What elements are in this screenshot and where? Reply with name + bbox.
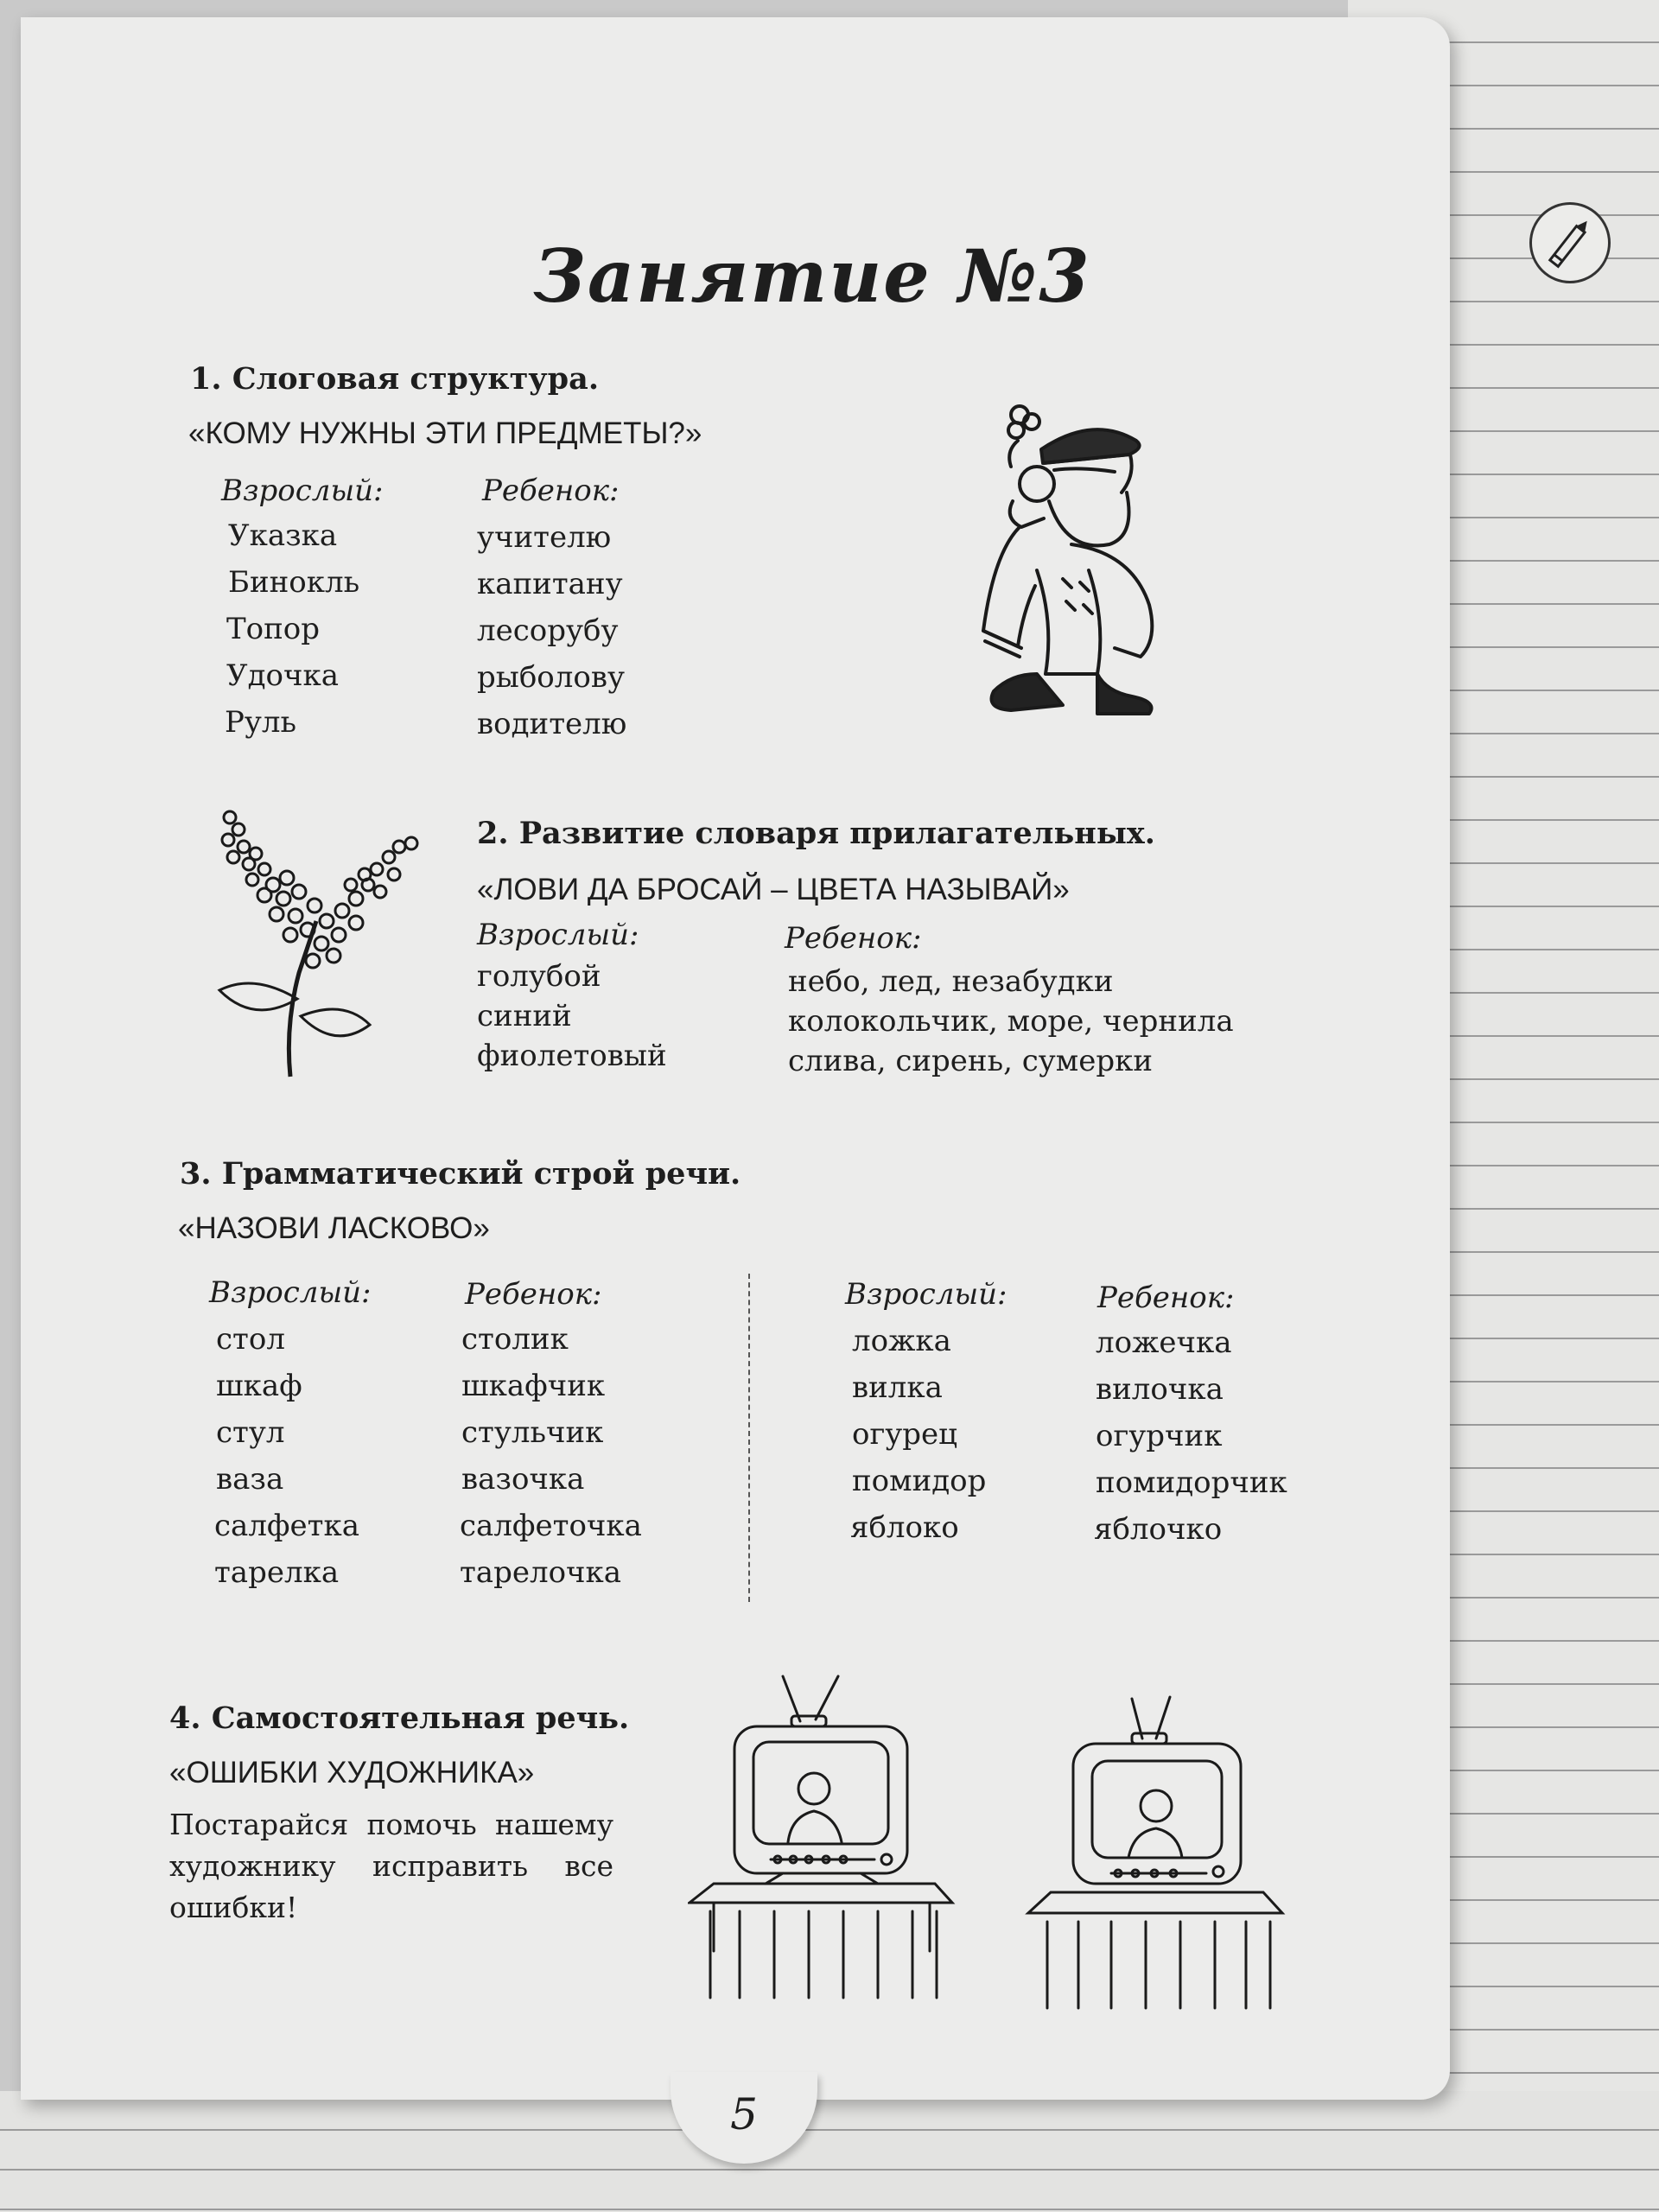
section3-right-child-label: Ребенок: xyxy=(1097,1281,1235,1315)
section3-right-adult-item: огурец xyxy=(852,1417,958,1452)
television-illustration xyxy=(688,1669,956,2006)
section1-adult-label: Взрослый: xyxy=(221,474,384,508)
television-illustration xyxy=(1025,1688,1293,2013)
section3-left-child-item: тарелочка xyxy=(460,1555,622,1590)
section4-heading: 4. Самостоятельная речь. xyxy=(169,1700,630,1736)
section1-adult-item: Указка xyxy=(228,518,338,553)
section3-left-adult-item: ваза xyxy=(216,1462,284,1497)
section2-child-item: колокольчик, море, чернила xyxy=(788,1004,1234,1039)
section1-adult-item: Удочка xyxy=(226,658,339,693)
section1-child-item: водителю xyxy=(477,707,627,741)
section3-left-adult-item: тарелка xyxy=(214,1555,340,1590)
section3-right-child-item: яблочко xyxy=(1094,1512,1223,1547)
section3-left-child-item: столик xyxy=(461,1322,569,1357)
section3-right-adult-item: яблоко xyxy=(850,1510,959,1545)
section2-game: «ЛОВИ ДА БРОСАЙ – ЦВЕТА НАЗЫВАЙ» xyxy=(477,873,1070,906)
section1-game: «КОМУ НУЖНЫ ЭТИ ПРЕДМЕТЫ?» xyxy=(188,416,702,450)
section3-right-child-item: помидорчик xyxy=(1096,1465,1287,1500)
section3-left-adult-item: салфетка xyxy=(214,1509,359,1543)
section3-right-child-item: вилочка xyxy=(1096,1372,1224,1407)
section4-text: Постарайся помочь нашему художнику исправить все ошибки! xyxy=(169,1808,613,1924)
section3-right-adult-item: ложка xyxy=(852,1324,951,1358)
section1-child-label: Ребенок: xyxy=(482,474,620,508)
section3-left-child-label: Ребенок: xyxy=(465,1277,602,1312)
section1-adult-item: Бинокль xyxy=(228,565,360,600)
pencil-icon xyxy=(1529,202,1611,283)
section3-right-child-item: ложечка xyxy=(1096,1325,1232,1360)
back-page-lined-bottom xyxy=(0,2091,1659,2212)
section1-child-item: учителю xyxy=(477,520,612,555)
section1-child-item: капитану xyxy=(477,567,623,601)
section1-adult-item: Руль xyxy=(225,705,296,740)
section2-heading: 2. Развитие словаря прилагательных. xyxy=(477,816,1155,851)
page-number: 5 xyxy=(730,2089,758,2139)
section3-heading: 3. Грамматический строй речи. xyxy=(180,1156,741,1192)
section3-left-adult-item: шкаф xyxy=(216,1369,302,1403)
section2-adult-label: Взрослый: xyxy=(477,918,639,952)
section2-adult-item: синий xyxy=(477,999,572,1033)
section3-left-child-item: вазочка xyxy=(461,1462,585,1497)
section1-child-item: лесорубу xyxy=(477,613,619,648)
lesson-title: Занятие №3 xyxy=(533,233,1091,319)
section2-child-label: Ребенок: xyxy=(785,921,922,956)
section4-game: «ОШИБКИ ХУДОЖНИКА» xyxy=(169,1756,535,1789)
section3-right-adult-label: Взрослый: xyxy=(845,1277,1007,1312)
lilac-branch-illustration xyxy=(204,809,429,1085)
section3-left-adult-label: Взрослый: xyxy=(209,1275,372,1310)
sea-captain-illustration xyxy=(959,397,1201,734)
section3-left-adult-item: стол xyxy=(216,1322,285,1357)
section3-right-adult-item: помидор xyxy=(852,1464,987,1498)
section2-child-item: слива, сирень, сумерки xyxy=(788,1044,1153,1078)
section3-left-child-item: стульчик xyxy=(461,1415,604,1450)
section3-right-child-item: огурчик xyxy=(1096,1419,1223,1453)
section1-adult-item: Топор xyxy=(226,612,321,646)
section1-heading: 1. Слоговая структура. xyxy=(190,361,600,397)
section3-left-child-item: салфеточка xyxy=(460,1509,642,1543)
column-divider xyxy=(748,1274,750,1602)
section2-adult-item: фиолетовый xyxy=(477,1039,667,1073)
section2-child-item: небо, лед, незабудки xyxy=(788,964,1114,999)
section1-child-item: рыболову xyxy=(477,660,625,695)
section2-adult-item: голубой xyxy=(477,959,601,994)
section3-game: «НАЗОВИ ЛАСКОВО» xyxy=(178,1211,490,1245)
section3-left-child-item: шкафчик xyxy=(461,1369,606,1403)
section3-right-adult-item: вилка xyxy=(852,1370,943,1405)
section3-left-adult-item: стул xyxy=(216,1415,285,1450)
